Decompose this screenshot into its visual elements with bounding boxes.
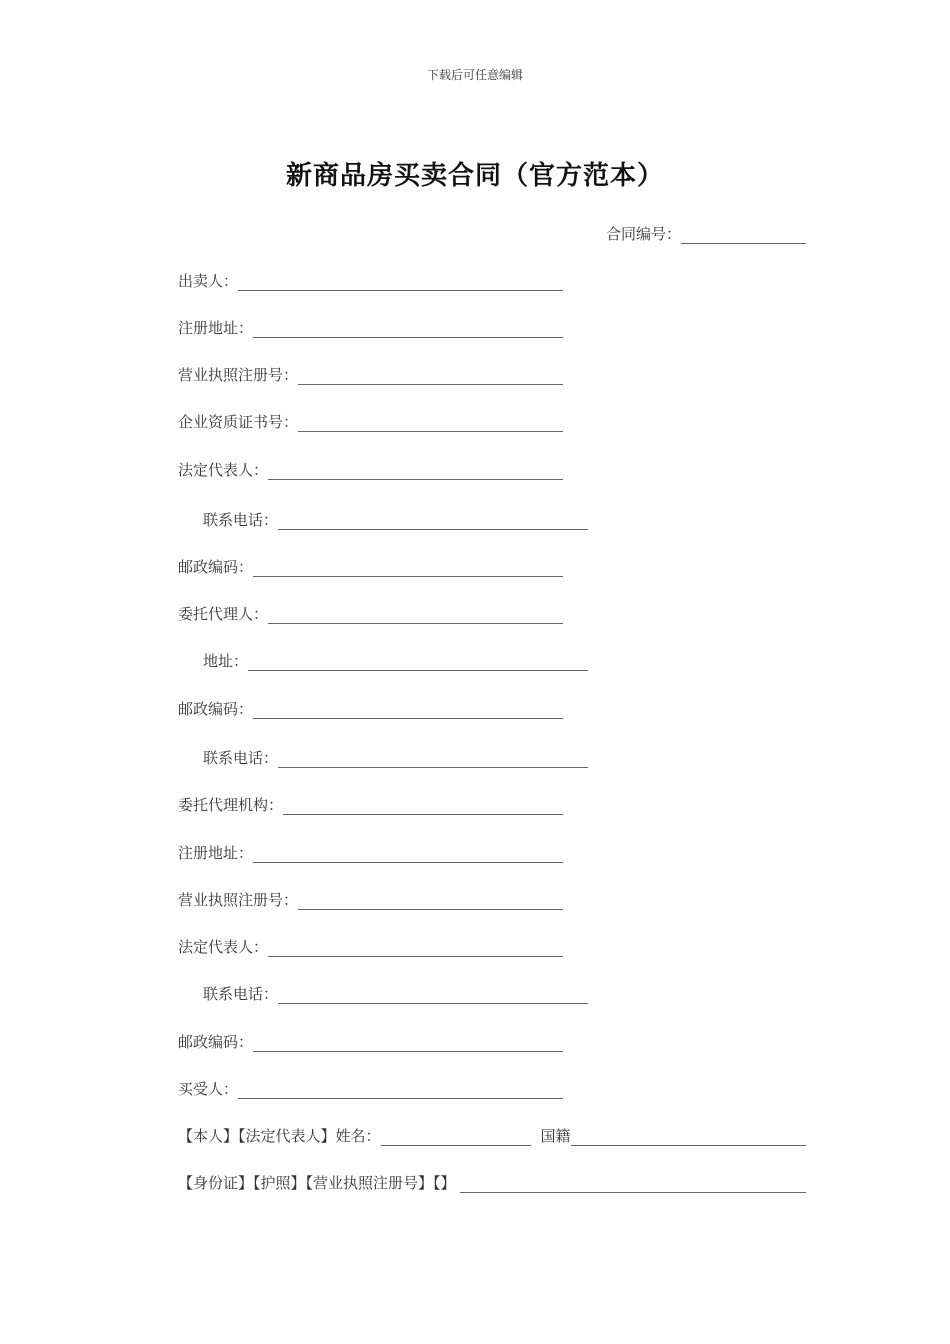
legal-rep-field[interactable] (268, 940, 563, 957)
phone-field[interactable] (278, 751, 588, 768)
nationality-field[interactable] (571, 1129, 806, 1146)
contract-number-field[interactable] (681, 227, 806, 244)
reg-address-label: 注册地址： (178, 844, 254, 862)
reg-address-row-1 (178, 316, 563, 338)
postcode-field[interactable] (253, 1035, 563, 1052)
agent-field[interactable] (268, 607, 563, 624)
header-note: 下载后可任意编辑 (426, 68, 523, 82)
agency-label: 委托代理机构： (178, 796, 284, 814)
contract-number-row (606, 222, 806, 244)
agency-field[interactable] (283, 798, 563, 815)
document-title: 新商品房买卖合同（官方范本） (285, 161, 664, 191)
agent-row (178, 602, 563, 624)
buyer-label: 买受人： (178, 1080, 239, 1098)
license-no-field[interactable] (298, 368, 563, 385)
license-no-row-2 (178, 888, 563, 910)
legal-rep-row-1 (178, 458, 563, 480)
legal-rep-row-2 (178, 935, 563, 957)
buyer-row (178, 1077, 563, 1099)
license-no-label: 营业执照注册号： (178, 366, 299, 384)
reg-address-label: 注册地址： (178, 319, 254, 337)
license-no-field[interactable] (298, 893, 563, 910)
phone-row-3 (203, 982, 588, 1004)
postcode-row-2 (178, 697, 563, 719)
reg-address-field[interactable] (253, 846, 563, 863)
name-nationality-row (178, 1124, 806, 1146)
postcode-row-1 (178, 555, 563, 577)
name-field[interactable] (381, 1129, 531, 1146)
contract-number-label: 合同编号： (606, 225, 682, 243)
phone-label: 联系电话： (203, 749, 279, 767)
id-number-field[interactable] (460, 1176, 806, 1193)
seller-label: 出卖人： (178, 272, 239, 290)
legal-rep-label: 法定代表人： (178, 461, 269, 479)
phone-field[interactable] (278, 513, 588, 530)
agency-row (178, 793, 563, 815)
postcode-label: 邮政编码： (178, 700, 254, 718)
legal-rep-field[interactable] (268, 463, 563, 480)
address-label: 地址： (203, 652, 249, 670)
name-label: 【本人】【法定代表人】姓名： (178, 1127, 381, 1145)
postcode-label: 邮政编码： (178, 1033, 254, 1051)
postcode-label: 邮政编码： (178, 558, 254, 576)
agent-label: 委托代理人： (178, 605, 269, 623)
id-type-row (178, 1171, 806, 1193)
phone-row-1 (203, 508, 588, 530)
license-no-row-1 (178, 363, 563, 385)
seller-field[interactable] (238, 274, 563, 291)
seller-row (178, 269, 563, 291)
phone-row-2 (203, 746, 588, 768)
buyer-field[interactable] (238, 1082, 563, 1099)
phone-label: 联系电话： (203, 985, 279, 1003)
reg-address-row-2 (178, 841, 563, 863)
legal-rep-label: 法定代表人： (178, 938, 269, 956)
address-row (203, 649, 588, 671)
id-type-label: 【身份证】【护照】【营业执照注册号】【】 (178, 1174, 456, 1192)
postcode-field[interactable] (253, 560, 563, 577)
address-field[interactable] (248, 654, 588, 671)
qualification-no-label: 企业资质证书号： (178, 413, 299, 431)
license-no-label: 营业执照注册号： (178, 891, 299, 909)
postcode-field[interactable] (253, 702, 563, 719)
postcode-row-3 (178, 1030, 563, 1052)
qualification-no-field[interactable] (298, 415, 563, 432)
phone-label: 联系电话： (203, 511, 279, 529)
qualification-no-row (178, 410, 563, 432)
phone-field[interactable] (278, 987, 588, 1004)
reg-address-field[interactable] (253, 321, 563, 338)
nationality-label: 国籍 (540, 1127, 571, 1145)
